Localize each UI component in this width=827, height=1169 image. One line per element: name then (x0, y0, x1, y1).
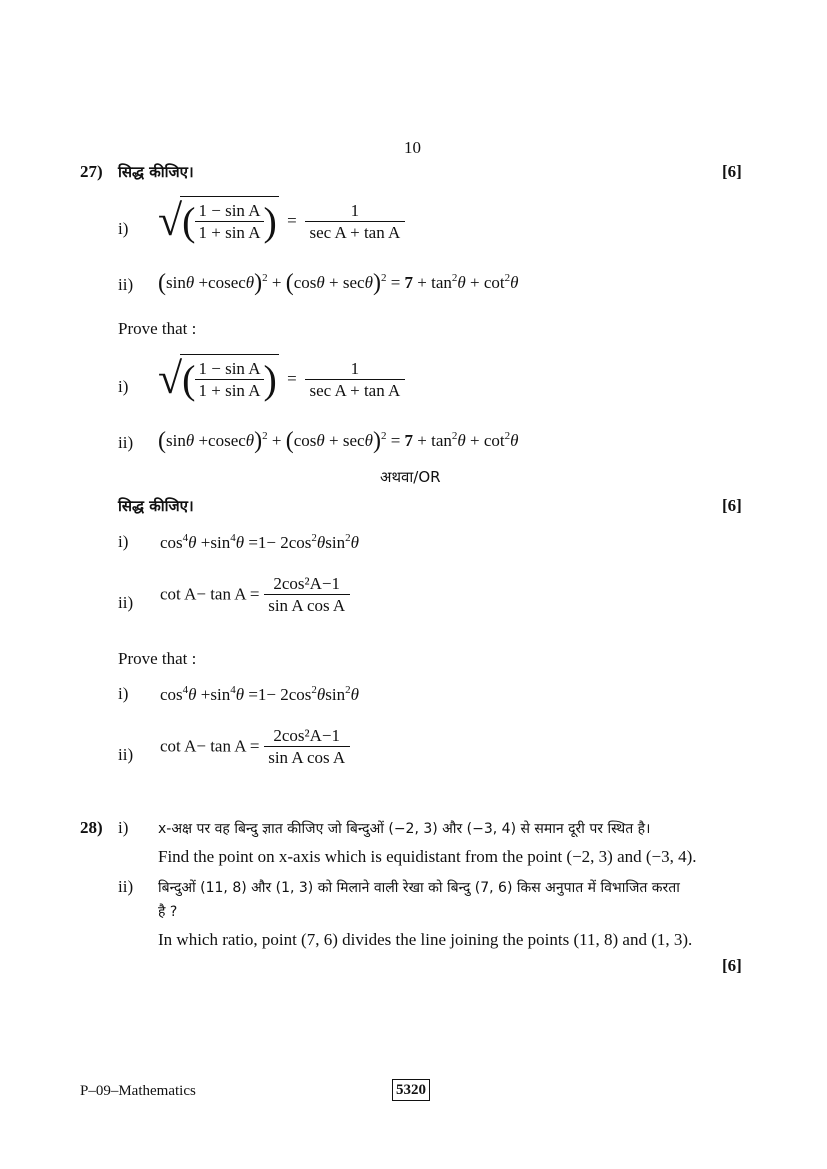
question-28-marks: [6] (722, 956, 742, 975)
numerator: 1 − sin A (195, 200, 263, 222)
q27-part-i-equation: √ ( $\frac{\text{1 − sin A}}{\text{1 + sin A}}$ ) = $\frac{1}{\text{sec A + tan A}}$ (158, 196, 405, 246)
denominator: sin A cos A (268, 748, 346, 767)
q27-en-part-i-equation: √ ( $\frac{\text{1 − sin A}}{\text{1 + sin A}}$ ) = $\frac{1}{\text{sec A + tan A}}$ (158, 354, 405, 404)
question-27-marks: [6] (722, 162, 742, 181)
numerator: 2cos²A−1 (264, 725, 350, 747)
lhs: cot A− tan A = (160, 736, 260, 756)
denominator: sec A + tan A (309, 380, 401, 400)
lhs: cot A− tan A = (160, 584, 260, 604)
or-label: अथवा/OR (380, 468, 441, 486)
fraction (195, 200, 263, 243)
question-27-number: 27) (80, 162, 103, 181)
fraction (305, 358, 405, 401)
numerator: 1 (305, 200, 405, 222)
q28-part-i-label: i) (118, 818, 129, 837)
footer-paper-code: P–09–Mathematics (80, 1083, 196, 1099)
q28-part-i-english: Find the point on x-axis which is equidistant from the point (−2, 3) and (−3, 4). (158, 847, 697, 866)
denominator: 1 + sin A (198, 381, 261, 400)
fraction (305, 200, 405, 243)
square-root: √ ( $\frac{\text{1 − sin A}}{\text{1 + sin A}}$ ) (158, 196, 277, 245)
q27-en-part-ii-label: ii) (118, 433, 134, 452)
alt-en-part-ii-label: ii) (118, 745, 134, 764)
q27-english-instruction: Prove that : (118, 319, 197, 338)
denominator: sin A cos A (268, 596, 346, 615)
alt-en-part-i-label: i) (118, 684, 129, 703)
fraction (264, 573, 350, 616)
square-root: √ ( $\frac{\text{1 − sin A}}{\text{1 + sin A}}$ ) (158, 354, 277, 403)
question-28-number: 28) (80, 818, 103, 837)
footer-serial-number: 5320 (392, 1079, 430, 1101)
numerator: 2cos²A−1 (264, 573, 350, 595)
alt-en-part-ii-equation (160, 725, 350, 768)
q28-part-i-hindi: x-अक्ष पर वह बिन्दु ज्ञात कीजिए जो बिन्दुओं (−2, 3) और (−3, 4) से समान दूरी पर स्थित है। (158, 821, 651, 837)
q28-part-ii-hindi-line2: है ? (158, 904, 178, 920)
alt-part-i-label: i) (118, 532, 129, 551)
numerator: 1 (305, 358, 405, 380)
q27-part-ii-label: ii) (118, 275, 134, 294)
q27-part-i-label: i) (118, 219, 129, 238)
alt-part-i-equation: $\cos^4\theta +\sin^4\theta =1- 2\cos^2\theta\sin^2\theta$ (160, 532, 359, 552)
fraction (195, 358, 263, 401)
q27-part-ii-equation: $(\sin\theta +cosec\theta)^2 + (\cos\theta + \sec\theta)^2 = 7 + \tan^2\theta + \cot^2\theta$ (158, 270, 519, 296)
alt-part-ii-equation (160, 573, 350, 616)
denominator: sec A + tan A (309, 222, 401, 242)
q27-en-part-ii-equation: $(\sin\theta +cosec\theta)^2 + (\cos\theta + \sec\theta)^2 = 7 + \tan^2\theta + \cot^2\theta$ (158, 428, 519, 454)
fraction (264, 725, 350, 768)
q28-part-ii-english: In which ratio, point (7, 6) divides the line joining the points (11, 8) and (1, 3). (158, 930, 693, 949)
question-27-hindi-instruction: सिद्ध कीजिए। (118, 163, 194, 181)
alt-english-instruction: Prove that : (118, 649, 197, 668)
alt-marks: [6] (722, 496, 742, 515)
q28-part-ii-hindi-line1: बिन्दुओं (11, 8) और (1, 3) को मिलाने वाली रेखा को बिन्दु (7, 6) किस अनुपात में विभाजित करता (158, 880, 680, 896)
denominator: 1 + sin A (198, 223, 261, 242)
page-number: 10 (404, 138, 421, 157)
q28-part-ii-label: ii) (118, 877, 134, 896)
numerator: 1 − sin A (195, 358, 263, 380)
alt-part-ii-label: ii) (118, 593, 134, 612)
q27-en-part-i-label: i) (118, 377, 129, 396)
alt-hindi-instruction: सिद्ध कीजिए। (118, 497, 194, 515)
alt-en-part-i-equation: $\cos^4\theta +\sin^4\theta =1- 2\cos^2\theta\sin^2\theta$ (160, 684, 359, 704)
